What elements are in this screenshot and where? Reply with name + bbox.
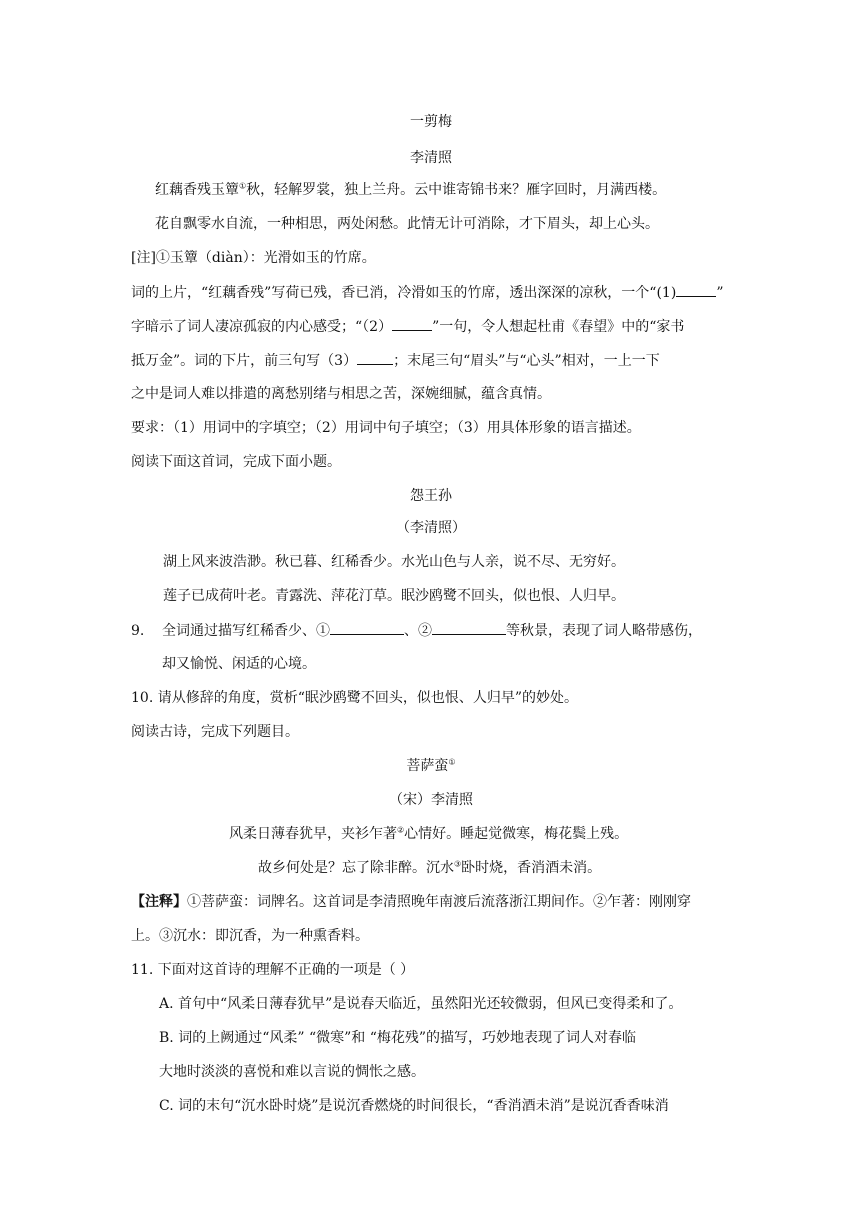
answer-blank: [357, 350, 393, 365]
para3-text-a: 抵万金”。词的下片，前三句写（3）: [131, 353, 358, 369]
poem1-paragraph-line3: [131, 350, 731, 371]
option-a: A. 首句中“风柔日薄春犹早”是说春天临近，虽然阳光还较微弱，但风已变得柔和了。: [159, 996, 683, 1012]
poem1-paragraph-line2: [131, 316, 731, 337]
note-text-a: ①菩萨蛮：词牌名。这首词是李清照晚年南渡后流落浙江期间作。②乍著：刚刚穿: [187, 894, 691, 910]
poem3-line1-b: 心情好。睡起觉微寒，梅花鬓上残。: [404, 826, 629, 842]
poem1-paragraph-line4: 之中是词人难以排遣的离愁别绪与相思之苦，深婉细腻，蕴含真情。: [131, 386, 551, 402]
para2-text-a: 字暗示了词人凄凉孤寂的内心感受；“（2）: [131, 319, 393, 335]
poem2-line2: 莲子已成荷叶老。青露洗、萍花汀草。眠沙鸥鹭不回头，似也恨、人归早。: [163, 588, 625, 604]
poem1-line1: [155, 180, 755, 200]
poem3-line1-a: 风柔日薄春犹早，夹衫乍著: [229, 826, 397, 842]
question-9-cont: 却又愉悦、闲适的心境。: [162, 656, 316, 672]
footnote-marker: ③: [454, 859, 462, 869]
q9-text-a: 全词通过描写红稀香少、①: [162, 623, 330, 639]
poem1-paragraph-line1: [131, 282, 731, 303]
poem1-line2: 花自飘零水自流，一种相思，两处闲愁。此情无计可消除，才下眉头，却上心头。: [155, 216, 659, 232]
answer-blank: [676, 282, 716, 297]
q9-text-c: 等秋景，表现了词人略带感伤，: [506, 623, 702, 639]
footnote-marker: ①: [239, 181, 247, 191]
poem3-line2-a: 故乡何处是？忘了除非醉。沉水: [258, 860, 454, 876]
answer-blank: [392, 316, 432, 331]
poem3-note-line2: 上。③沉水：即沉香，为一种熏香料。: [131, 928, 369, 944]
poem1-line1-b: 秋，轻解罗裳，独上兰舟。云中谁寄锦书来？雁字回时，月满西楼。: [246, 182, 667, 198]
poem1-author: 李清照: [410, 150, 452, 166]
para1-quote: ”: [716, 285, 724, 301]
option-b-line2: 大地时淡淡的喜悦和难以言说的惆怅之感。: [159, 1064, 425, 1080]
poem3-note-line1: [131, 892, 731, 912]
poem1-line1-a: 红藕香残玉簟: [155, 182, 239, 198]
poem3-line2-b: 卧时烧，香消酒未消。: [461, 860, 602, 876]
poem1-requirement: 要求：（1）用词中的字填空；（2）用词中句子填空；（3）用具体形象的语言描述。: [131, 420, 641, 436]
para2-text-b: ”一句，令人想起杜甫《春望》中的“家书: [432, 319, 685, 335]
poem3-author: （宋）李清照: [389, 792, 473, 808]
poem3-title-text: 菩萨蛮: [406, 758, 449, 774]
footnote-marker: ②: [397, 825, 405, 835]
answer-blank: [330, 620, 404, 635]
poem2-author: （李清照）: [396, 520, 466, 536]
q9-text-b: 、②: [404, 623, 432, 639]
note-label: 【注释】: [131, 894, 187, 910]
question-9: [131, 620, 731, 641]
question-number: 9.: [131, 623, 145, 639]
footnote-marker: ①: [448, 757, 456, 767]
answer-blank: [432, 620, 506, 635]
poem3-title: [131, 756, 731, 776]
poem3-intro: 阅读古诗，完成下列题目。: [131, 724, 299, 740]
para1-text: 词的上片，“红藕香残”写荷已残，香已消，冷滑如玉的竹席，透出深深的凉秋，一个“(1): [131, 285, 677, 301]
option-b-line1: B. 词的上阙通过“风柔” “微寒”和 “梅花残”的描写，巧妙地表现了词人对春临: [159, 1030, 637, 1046]
para3-text-b: ；末尾三句“眉头”与“心头”相对，一上一下: [393, 353, 660, 369]
poem1-title: 一剪梅: [410, 114, 452, 130]
question-11: 11. 下面对这首诗的理解不正确的一项是（ ）: [131, 962, 415, 978]
poem1-note: [注]①玉簟（diàn）：光滑如玉的竹席。: [131, 250, 376, 266]
poem2-intro: 阅读下面这首词，完成下面小题。: [131, 454, 341, 470]
poem2-title: 怨王孙: [410, 488, 452, 504]
question-10: 10. 请从修辞的角度，赏析“眠沙鸥鹭不回头，似也恨、人归早”的妙处。: [131, 690, 579, 706]
poem2-line1: 湖上风来波浩渺。秋已暮、红稀香少。水光山色与人亲，说不尽、无穷好。: [163, 554, 625, 570]
option-c: C. 词的末句“沉水卧时烧”是说沉香燃烧的时间很长，“香消酒未消”是说沉香香味消: [159, 1098, 669, 1114]
poem3-line2: [258, 858, 858, 878]
poem3-line1: [229, 824, 829, 844]
